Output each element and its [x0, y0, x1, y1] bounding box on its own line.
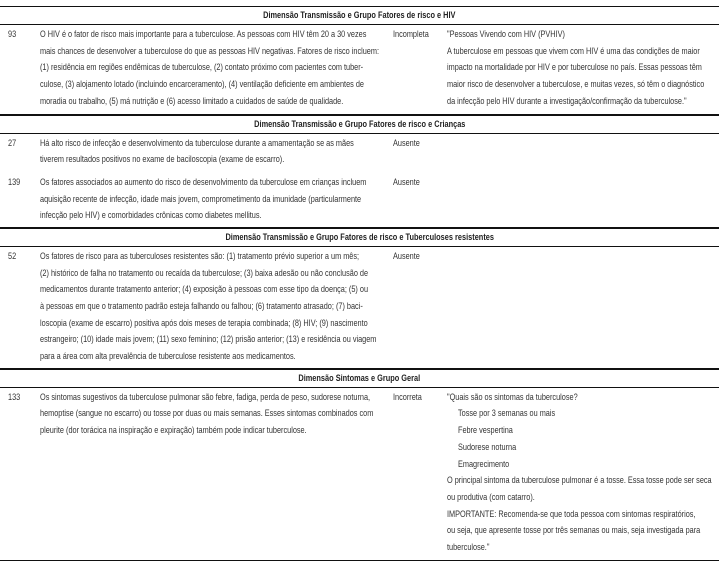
statement-line: à pessoas em que o tratamento padrão esteja falhando ou falhou; (6) tratamento atrasado; (7) baci-	[40, 300, 363, 311]
answer-list-item: Emagrecimento	[458, 457, 510, 469]
evaluation-status	[393, 135, 427, 152]
answer-line: ou produtiva (com catarro).	[447, 490, 535, 502]
statement-line: O HIV é o fator de risco mais importante para a tuberculose. As pessoas com HIV têm 20 a 30 vezes	[40, 28, 367, 39]
table-row	[0, 134, 719, 168]
section-header	[0, 369, 719, 388]
answer-line: tuberculose."	[447, 540, 490, 552]
section-header-text: Dimensão Transmissão e Grupo Fatores de risco e Tuberculoses resistentes	[225, 231, 494, 242]
statement-line: Há alto risco de infecção e desenvolvimento da tuberculose durante a amamentação se as mães	[40, 136, 354, 148]
row-id-text: 52	[8, 249, 17, 261]
row-id-text: 139	[8, 175, 21, 187]
statement-text	[40, 26, 390, 109]
section-header	[0, 6, 719, 25]
statement-line: mais chances de desenvolver a tuberculose do que as pessoas HIV negativas. Fatores de risco incluem:	[40, 44, 380, 56]
statement-line: medicamentos durante tratamento anterior; (4) exposição à pessoas com esse tipo da doença; (5) ou	[40, 283, 369, 295]
statement-line: Os fatores de risco para as tuberculoses resistentes são: (1) tratamento prévio superior a um mês;	[40, 249, 360, 261]
row-id	[8, 174, 24, 191]
statement-line: pleurite (dor torácica na inspiração e expiração) também pode indicar tuberculose.	[40, 424, 307, 436]
row-id	[8, 248, 18, 265]
statement-line: loscopia (exame de escarro) positiva após dois meses de terapia combinada; (8) HIV; (9) nascimento	[40, 316, 368, 328]
answer-list-item: Tosse por 3 semanas ou mais	[458, 407, 556, 419]
row-id	[8, 26, 18, 43]
statement-line: (1) residência em regiões endêmicas de tuberculose, (2) contato próximo com pacientes com tuber-	[40, 61, 364, 73]
statement-line: culose, (3) alojamento lotado (incluindo encarceramento), (4) ventilação deficiente em ambientes de	[40, 78, 364, 90]
evaluation-status	[393, 389, 430, 406]
table-row	[0, 247, 719, 365]
statement-line: moradia ou trabalho, (5) má nutrição e (6) acesso limitado a cuidados de saúde de qualidade.	[40, 94, 344, 106]
table-row	[0, 25, 719, 111]
table-section	[0, 228, 719, 369]
statement-line: estrangeiro; (10) idade mais jovem; (11) sexo feminino; (12) prisão anterior; (13) e residência ou viagem	[40, 333, 377, 345]
statement-line: infecção pelo HIV) e comorbidades crônicas como diabetes mellitus.	[40, 209, 262, 221]
statement-line: (2) histórico de falha no tratamento ou recaída da tuberculose; (3) baixa adesão ou não conclusão de	[40, 266, 369, 278]
answer-line: impacto na mortalidade por HIV e por tuberculose no país. Essas pessoas têm	[447, 61, 702, 73]
answer-line: IMPORTANTE: Recomenda-se que toda pessoa com sintomas respiratórios,	[447, 507, 696, 519]
comparison-table	[0, 6, 719, 561]
section-header-text: Dimensão Transmissão e Grupo Fatores de risco e Crianças	[253, 118, 466, 129]
answer-list-item: Sudorese noturna	[458, 440, 517, 452]
evaluation-status	[393, 248, 427, 265]
status-text: Ausente	[393, 136, 420, 148]
statement-line: hemoptise (sangue no escarro) ou tosse por duas ou mais semanas. Esses sintomas combinados com	[40, 407, 374, 419]
section-header	[0, 115, 719, 134]
status-text: Incompleta	[393, 28, 429, 39]
status-text: Ausente	[393, 175, 420, 187]
row-id-text: 27	[8, 136, 17, 148]
statement-text	[40, 174, 390, 224]
answer-list-item: Febre vespertina	[458, 424, 513, 436]
table-row	[0, 388, 719, 557]
statement-line: aquisição recente de infecção, idade mais jovem, comprometimento da imunidade (particularmente	[40, 192, 362, 204]
statement-text	[40, 135, 390, 168]
answer-line: da infecção pelo HIV durante a investigação/confirmação da tuberculose."	[447, 94, 687, 106]
answer-line: "Quais são os sintomas da tuberculose?	[447, 390, 578, 402]
row-id-text: 133	[8, 390, 21, 402]
evaluation-status	[393, 26, 439, 43]
table-section	[0, 6, 719, 115]
statement-line: Os sintomas sugestivos da tuberculose pulmonar são febre, fadiga, perda de peso, sudorese noturna,	[40, 390, 371, 402]
section-header-text: Dimensão Transmissão e Grupo Fatores de risco e HIV	[263, 10, 456, 20]
status-text: Ausente	[393, 249, 420, 261]
statement-line: tiverem resultados positivos no exame de baciloscopia (exame de escarro).	[40, 153, 285, 165]
reference-answer	[447, 389, 719, 556]
answer-line: "Pessoas Vivendo com HIV (PVHIV)	[447, 28, 565, 39]
answer-line: ou seja, que apresente tosse por três semanas ou mais, seja investigada para	[447, 524, 701, 536]
table-section	[0, 369, 719, 561]
statement-line: Os fatores associados ao aumento do risco de desenvolvimento da tuberculose em crianças incluem	[40, 175, 367, 187]
answer-line: maior risco de desenvolver a tuberculose, e muitas vezes, só têm o diagnóstico	[447, 78, 705, 90]
answer-line: A tuberculose em pessoas que vivem com HIV é uma das condições de maior	[447, 44, 700, 56]
row-id-text: 93	[8, 28, 17, 39]
status-text: Incorreta	[393, 390, 422, 402]
row-id	[8, 389, 24, 406]
table-section	[0, 115, 719, 228]
statement-text	[40, 248, 390, 365]
evaluation-status	[393, 174, 427, 191]
answer-line: O principal sintoma da tuberculose pulmonar é a tosse. Essa tosse pode ser seca	[447, 474, 712, 486]
row-id	[8, 135, 18, 152]
statement-text	[40, 389, 390, 439]
section-header	[0, 228, 719, 247]
reference-answer	[447, 26, 719, 109]
section-header-text: Dimensão Sintomas e Grupo Geral	[298, 372, 421, 383]
statement-line: para a área com alta prevalência de tuberculose resistente aos medicamentos.	[40, 350, 296, 362]
table-row	[0, 173, 719, 224]
